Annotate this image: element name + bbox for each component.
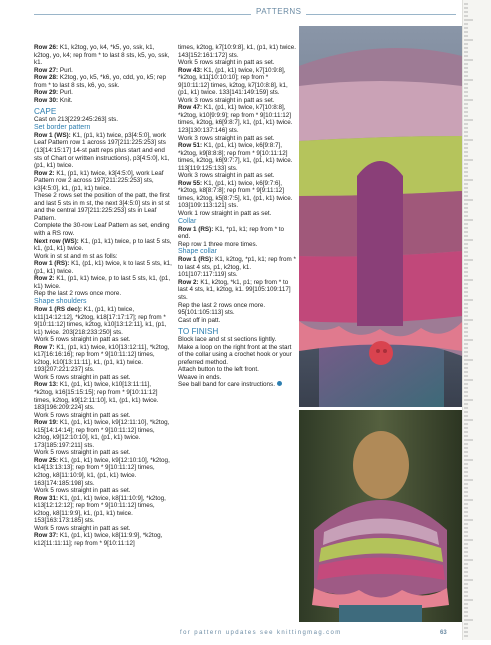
row-text: K1, k2tog, *k1, p1; rep from * to last 4 sts, k1, k2tog, k1. 99[105:109:117] sts. xyxy=(178,278,291,301)
row-text: K1, (p1, k1) twice, k8[11:10:9], *k2tog, k13[12:12:12]; rep from * 9[10:11:12] times, k2tog, k8[11:9:9], k1, (p1, k1) twice. 153[163:173:185] sts. xyxy=(34,494,166,525)
paragraph: Block lace and st st sections lightly. xyxy=(178,336,277,344)
row-text: K1, (p1, k1) twice, k7[10:9:8], *k2tog, k11[10:10:10]; rep from * 9[10:11:12] times, k2tog, k7[10:8:8], k1, (p1, k1) twice. 133[141:149:159] sts. xyxy=(178,66,288,97)
paragraph: Work 3 rows straight in patt as set. xyxy=(178,172,275,180)
paragraph: Work 5 rows straight in patt as set. xyxy=(178,59,275,67)
row-label: Row 13: xyxy=(34,381,59,389)
row-text: Knit. xyxy=(58,96,73,104)
row-text: K1, (p1, k1) twice, k11[14:12:12], *k2tog, k18[17:17:17]; rep from * 9[10:11:12] times, k2tog, k10[13:12:11], k1, (p1, k1) twice. 203[218:233:250] sts. xyxy=(34,305,167,336)
row-text: K1, k2tog, yo, k4, *k5, yo, ssk, k1, k2tog, yo, k4; rep from * to last 8 sts, k5, yo, ssk, k1. xyxy=(34,44,170,67)
footer-text: for pattern updates see knittingmag.com xyxy=(180,630,342,636)
page-header xyxy=(0,0,462,24)
row-text: K1, (p1, k1) twice, k6[9:8:7], *k2tog, k9[8:8:8]; rep from * 9[10:11:12] times, k2tog, k6[9:7:7], k1, (p1, k1) twice. 113[119:125:133] sts. xyxy=(178,142,293,172)
row-label: Row 37: xyxy=(34,532,59,540)
row-text: K1, (p1, k1) twice, k3[4:5:0], work Leaf Pattern row 2 across 197[211:225:253] sts, k3[4:5:0], k1, (p1, k1) twice. xyxy=(34,169,164,192)
row-text: Purl. xyxy=(58,66,73,74)
row-label: Row 47: xyxy=(178,104,203,112)
row-text: K1, (p1, k1) twice, k6[9:7:6], *k2tog, k8[8:7:8]; rep from * 9[9:11:12] times, k2tog, k5[8:7:5], k1, (p1, k1) twice. 103[109:113:121] sts. xyxy=(178,179,293,210)
row-text: K1, (p1, k1) twice, k8[11:9:9], *k2tog, k12[11:11:11]; rep from * 9[10:11:12] xyxy=(34,532,163,547)
paragraph: Weave in ends. xyxy=(178,373,222,381)
row-text: Purl. xyxy=(58,89,73,97)
row-label: Row 30: xyxy=(34,96,59,104)
row-label: Row 29: xyxy=(34,89,59,97)
row-text: K1, (p1, k1) twice, k10[13:12:11], *k2tog, k17[16:16:16]; rep from * 9[10:11:12] times, k2tog, k10[13:11:11], k1, (p1, k1) twice. 193[207:221:237] sts. xyxy=(34,343,170,374)
row-label: Row 43: xyxy=(178,66,203,74)
paragraph: Cast off in patt. xyxy=(178,316,221,324)
row-text: K1, (p1, k1) twice, k10[13:11:11], *k2tog, k16[15:15:15]; rep from * 9[10:11:12] times, k2tog, k9[12:11:10], k1, (p1, k1) twice. 183[196:209:224] sts. xyxy=(34,381,159,412)
paragraph: Work in st st and m st as folls: xyxy=(34,252,118,260)
text-column-2 xyxy=(178,44,296,389)
section-heading-cape: CAPE xyxy=(34,107,57,117)
row-text: K1, (p1, k1) twice, k9[12:11:10], *k2tog, k15[14:14:14]; rep from * 9[10:11:12] times, k2tog, k9[12:10:10], k1, (p1, k1) twice. 173[185:197:211] sts. xyxy=(34,419,170,449)
row-text: K1, (p1, k1) twice, p to last 5 sts, k1, (p1, k1) twice. xyxy=(34,275,171,290)
row-label: Row 2: xyxy=(34,169,55,177)
end-bullet-icon xyxy=(277,381,282,386)
row-label: Row 31: xyxy=(34,494,59,502)
row-label: Row 26: xyxy=(34,44,59,51)
row-text: K1, (p1, k1) twice, k to last 5 sts, k1, (p1, k1) twice. xyxy=(34,260,172,275)
row-label: Row 1 (RS): xyxy=(34,260,70,268)
text-column-1 xyxy=(34,44,172,547)
row-text: K1, (p1, k1) twice, k9[12:10:10], *k2tog, k14[13:13:13]; rep from * 9[10:11:12] times, k2tog, k8[11:10:9], k1, (p1, k1) twice. 163[174:185:198] sts. xyxy=(34,456,170,487)
section-label: PATTERNS xyxy=(256,7,302,16)
paragraph: Work 1 row straight in patt as set. xyxy=(178,210,272,218)
paragraph: Work 5 rows straight in patt as set. xyxy=(34,449,131,457)
paragraph: Complete the 30-row Leaf Pattern as set, ending with a RS row. xyxy=(34,222,170,238)
paragraph: 95[101:105:113] sts. xyxy=(178,309,235,317)
row-label: Row 19: xyxy=(34,419,59,427)
row-text: K1, k2tog, *p1, k1; rep from * to last 4 sts, p1, k2tog, k1. 101[107:117:119] sts. xyxy=(178,256,296,279)
row-label: Row 2: xyxy=(178,278,199,286)
paragraph: Attach button to the left front. xyxy=(178,366,259,374)
paragraph: Work 3 rows straight in patt as set. xyxy=(178,134,275,142)
row-label: Row 1 (RS): xyxy=(178,225,214,233)
row-label: Row 1 (RS dec): xyxy=(34,305,82,313)
subheading-border: Set border pattern xyxy=(34,123,91,131)
paragraph: See ball band for care instructions. xyxy=(178,381,275,389)
paragraph: Rep the last 2 rows once more. xyxy=(178,301,266,309)
row-label: Row 7: xyxy=(34,343,55,351)
row-text: K2tog, yo, k5, *k6, yo, cdd, yo, k5; rep from * to last 8 sts, k6, yo, ssk. xyxy=(34,74,166,89)
row-label: Row 2: xyxy=(34,275,55,283)
row-label: Row 1 (RS): xyxy=(178,256,214,264)
photo-cape-back xyxy=(299,410,462,622)
paragraph: Rep the last 2 rows once more. xyxy=(34,290,122,298)
paragraph: Work 5 rows straight in patt as set. xyxy=(34,524,131,532)
page-footer xyxy=(0,630,491,640)
paragraph: Make a loop on the right front at the start of the collar using a crochet hook or your preferred method. xyxy=(178,343,292,366)
paragraph: Cast on 213[229:245:263] sts. xyxy=(34,116,119,124)
row-label: Row 25: xyxy=(34,456,59,464)
header-rule-left xyxy=(34,14,251,15)
paragraph: Work 5 rows straight in patt as set. xyxy=(34,487,131,495)
paragraph: Work 5 rows straight in patt as set. xyxy=(34,411,131,419)
row-label: Row 55: xyxy=(178,179,203,187)
row-label: Row 27: xyxy=(34,66,59,74)
paragraph: Work 5 rows straight in patt as set. xyxy=(34,373,131,381)
subheading-shoulders: Shape shoulders xyxy=(34,297,87,305)
subheading-collar: Collar xyxy=(178,217,197,225)
header-rule-right xyxy=(306,14,456,15)
row-label: Row 1 (WS): xyxy=(34,131,71,139)
paragraph: Rep row 1 three more times. xyxy=(178,240,258,248)
subheading-shape-collar: Shape collar xyxy=(178,248,217,256)
row-text: K1, *p1, k1; rep from * to end. xyxy=(178,225,285,241)
row-text: K1, (p1, k1) twice, p3[4:5:0], work Leaf Pattern row 1 across 197[211:225:253] sts (13[14:15:17] 14-st patt reps plus start and end sts of Chart or written instructions), p3[4:5:0], k1, (p1, k1) twice. xyxy=(34,131,170,170)
row-label: Row 28: xyxy=(34,74,59,82)
page-number: 63 xyxy=(440,630,447,636)
row-label: Row 51: xyxy=(178,142,203,150)
paragraph: These 2 rows set the position of the patt, the first and last 5 sts in m st, the next 3[4:5:0] sts in st st and the central 197[211:225:253] sts in Leaf Pattern. xyxy=(34,192,170,222)
paragraph: times, k2tog, k7[10:9:8], k1, (p1, k1) twice. 143[152:161:172] sts. xyxy=(178,44,296,59)
measuring-ruler xyxy=(462,0,491,640)
row-text: K1, (p1, k1) twice, p to last 5 sts, k1, (p1, k1) twice. xyxy=(34,237,172,253)
row-label: Next row (WS): xyxy=(34,237,79,245)
paragraph: Work 3 rows straight in patt as set. xyxy=(178,96,275,104)
row-text: K1, (p1, k1) twice, k7[10:8:8], *k2tog, k10[9:9:9]; rep from * 9[10:11:12] times, k2tog, k6[9:8:7], k1, (p1, k1) twice. 123[130:137:146] sts. xyxy=(178,104,293,135)
photo-cape-front xyxy=(299,26,462,407)
section-heading-finish: TO FINISH xyxy=(178,327,219,337)
paragraph: Work 5 rows straight in patt as set. xyxy=(34,336,131,344)
